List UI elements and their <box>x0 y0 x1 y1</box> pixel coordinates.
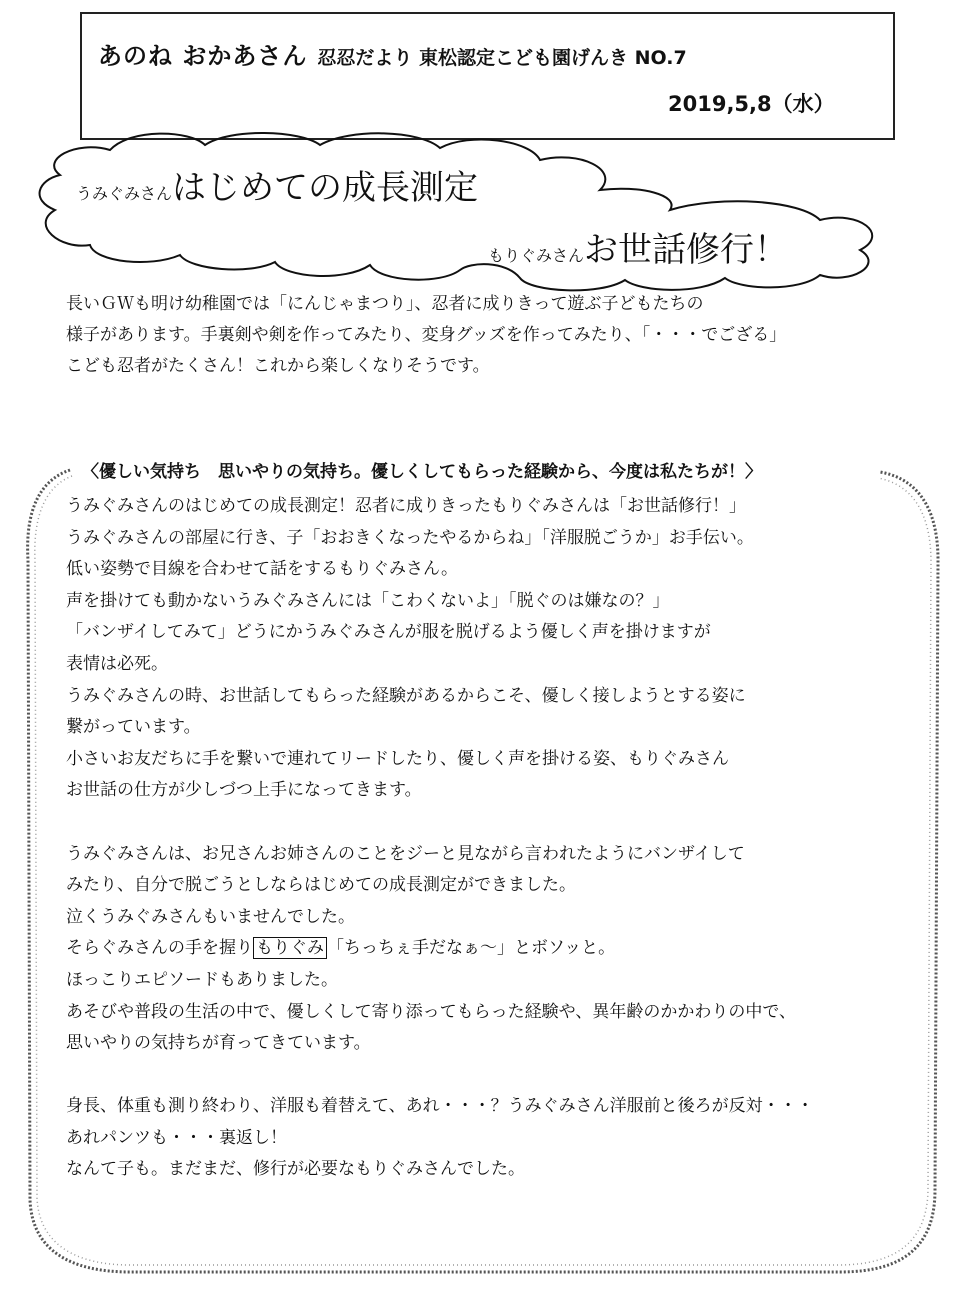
body-line: 繋がっています。 <box>66 717 201 738</box>
body-line: あそびや普段の生活の中で、優しくして寄り添ってもらった経験や、異年齢のかかわりの中で、 <box>66 1001 796 1022</box>
cloud-heading-2-label: もりぐみさん <box>488 246 585 265</box>
body-line: お世話の仕方が少しづつ上手になってきます。 <box>66 780 422 801</box>
blank-line <box>66 807 814 839</box>
body-line: 表情は必死。 <box>66 653 168 674</box>
blank-line <box>66 1060 814 1092</box>
body-line: うみぐみさんの時、お世話してもらった経験があるからこそ、優しく接しようとする姿に <box>66 685 746 706</box>
intro-line: 様子があります。手裏剣や剣を作ってみたり、変身グッズを作ってみたり、「・・・でござる」 <box>66 325 787 345</box>
body-line: みたり、自分で脱ごうとしならはじめての成長測定ができました。 <box>66 875 576 896</box>
body-line: ほっこりエピソードもありました。 <box>66 969 338 990</box>
body-line: 低い姿勢で目線を合わせて話をするもりぐみさん。 <box>66 559 459 580</box>
title-sub: 忍忍だより 東松認定こども園げんき NO.7 <box>317 47 687 69</box>
issue-date: 2019,5,8（水） <box>668 92 835 116</box>
cloud-heading-1-title: はじめての成長測定 <box>172 168 479 208</box>
body-line-sora <box>66 933 814 965</box>
body-line: うみぐみさんのはじめての成長測定！忍者に成りきったもりぐみさんは「お世話修行！」 <box>66 496 746 516</box>
body-line: 泣くうみぐみさんもいませんでした。 <box>66 906 355 927</box>
intro-line: こども忍者がたくさん！これから楽しくなりそうです。 <box>66 356 490 376</box>
boxed-word: もりぐみ <box>253 937 327 959</box>
body-line: うみぐみさんの部屋に行き、子「おおきくなったやるからね」「洋服脱ごうか」お手伝い。 <box>66 527 754 548</box>
body-line: 小さいお友だちに手を繋いで連れてリードしたり、優しく声を掛ける姿、もりぐみさん <box>66 748 729 769</box>
body-line: なんて子も。まだまだ、修行が必要なもりぐみさんでした。 <box>66 1159 525 1180</box>
intro-line: 長いＧＷも明け幼稚園では「にんじゃまつり」、忍者に成りきって遊ぶ子どもたちの <box>66 294 704 314</box>
body-line: 思いやりの気持ちが育ってきています。 <box>66 1033 371 1054</box>
body-line: 声を掛けても動かないうみぐみさんには「こわくないよ」「脱ぐのは嫌なの？」 <box>66 590 670 611</box>
title-main: あのね おかあさん <box>98 42 308 70</box>
main-body <box>66 491 814 1186</box>
body-line: うみぐみさんは、お兄さんお姉さんのことをジーと見ながら言われたようにバンザイして <box>66 843 745 864</box>
sora-text-after: 「ちっちぇ手だなぁ～」とボソッと。 <box>327 938 616 959</box>
body-line: 身長、体重も測り終わり、洋服も着替えて、あれ・・・？うみぐみさん洋服前と後ろが反対・・・ <box>66 1096 814 1117</box>
body-line: 「バンザイしてみて」どうにかうみぐみさんが服を脱げるよう優しく声を掛けますが <box>66 622 711 643</box>
section-heading: 〈優しい気持ち 思いやりの気持ち。優しくしてもらった経験から、今度は私たちが！〉 <box>78 457 766 482</box>
body-line: あれパンツも・・・裏返し！ <box>66 1127 287 1148</box>
cloud-heading-1-label: うみぐみさん <box>76 184 173 203</box>
cloud-heading-2-title: お世話修行！ <box>584 230 789 270</box>
sora-text-before: そらぐみさんの手を握り <box>66 938 253 959</box>
